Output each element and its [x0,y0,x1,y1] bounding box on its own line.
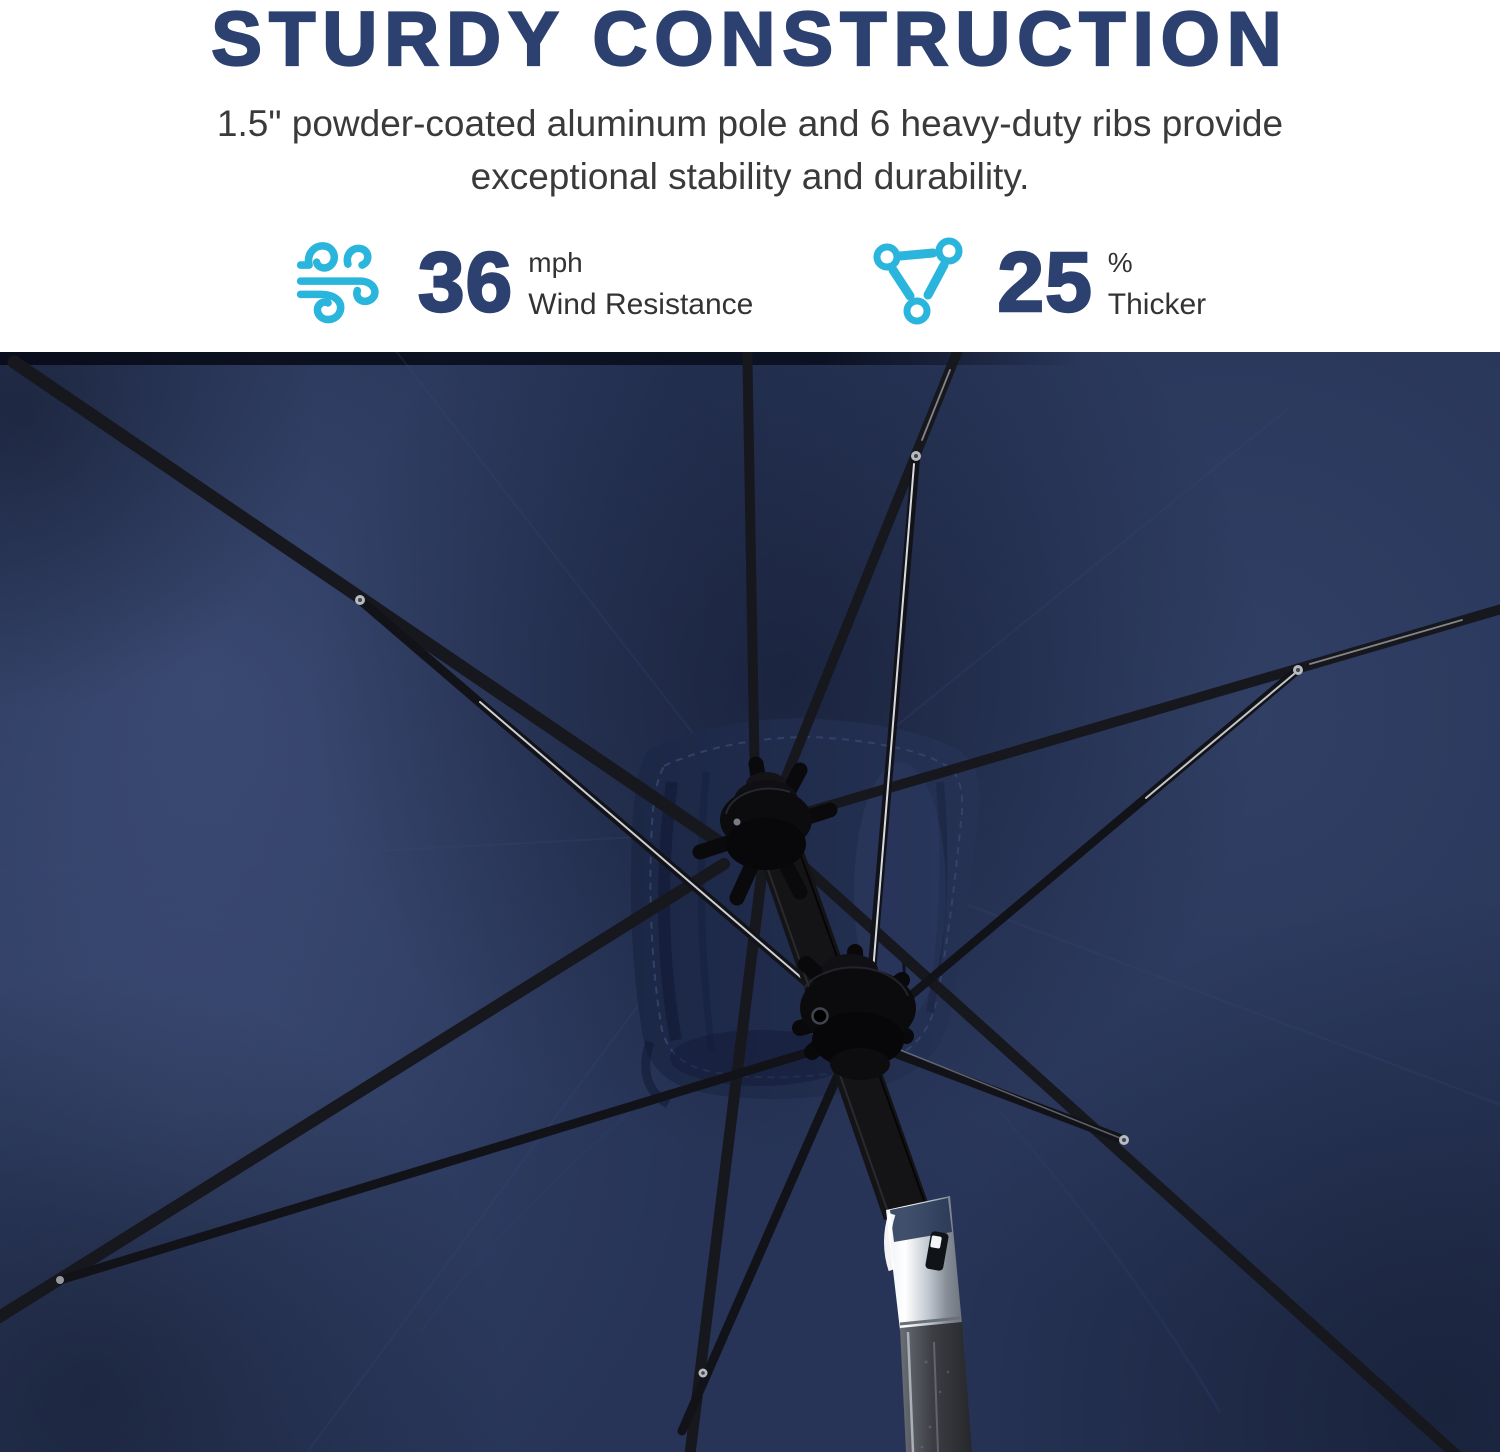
bolt [911,451,921,461]
subtitle-line-2: exceptional stability and durability. [470,155,1030,197]
stat-label: Thicker [1107,287,1207,321]
canopy-shadow [920,892,1500,1452]
stat-unit: mph [528,246,583,278]
pole-lower [900,1322,972,1452]
stat-meta [1108,247,1206,320]
wind-icon [294,233,398,333]
stat-wind-resistance [294,233,754,333]
page-title: STURDY CONSTRUCTION [211,0,1289,82]
stat-unit: % [1107,246,1133,278]
bolt [355,595,365,605]
bolt [1119,1135,1129,1145]
tilt-button-pin [930,1235,942,1249]
bolt [56,1276,64,1284]
header [0,0,1500,352]
hub-pin [734,819,741,826]
stat-thicker [873,233,1206,333]
stat-meta [528,247,753,320]
thickness-icon [873,233,977,333]
stat-value: 25 [997,235,1093,330]
stats-row [0,233,1500,333]
stat-value: 36 [417,235,514,330]
stat-label: Wind Resistance [528,287,754,321]
bolt [699,1369,708,1378]
bolt [1293,665,1303,675]
product-photo [0,352,1500,1452]
hub-hole [813,1009,828,1024]
subtitle-line-1: 1.5" powder-coated aluminum pole and 6 heavy-duty ribs provide [216,103,1284,144]
subtitle [0,98,1500,203]
